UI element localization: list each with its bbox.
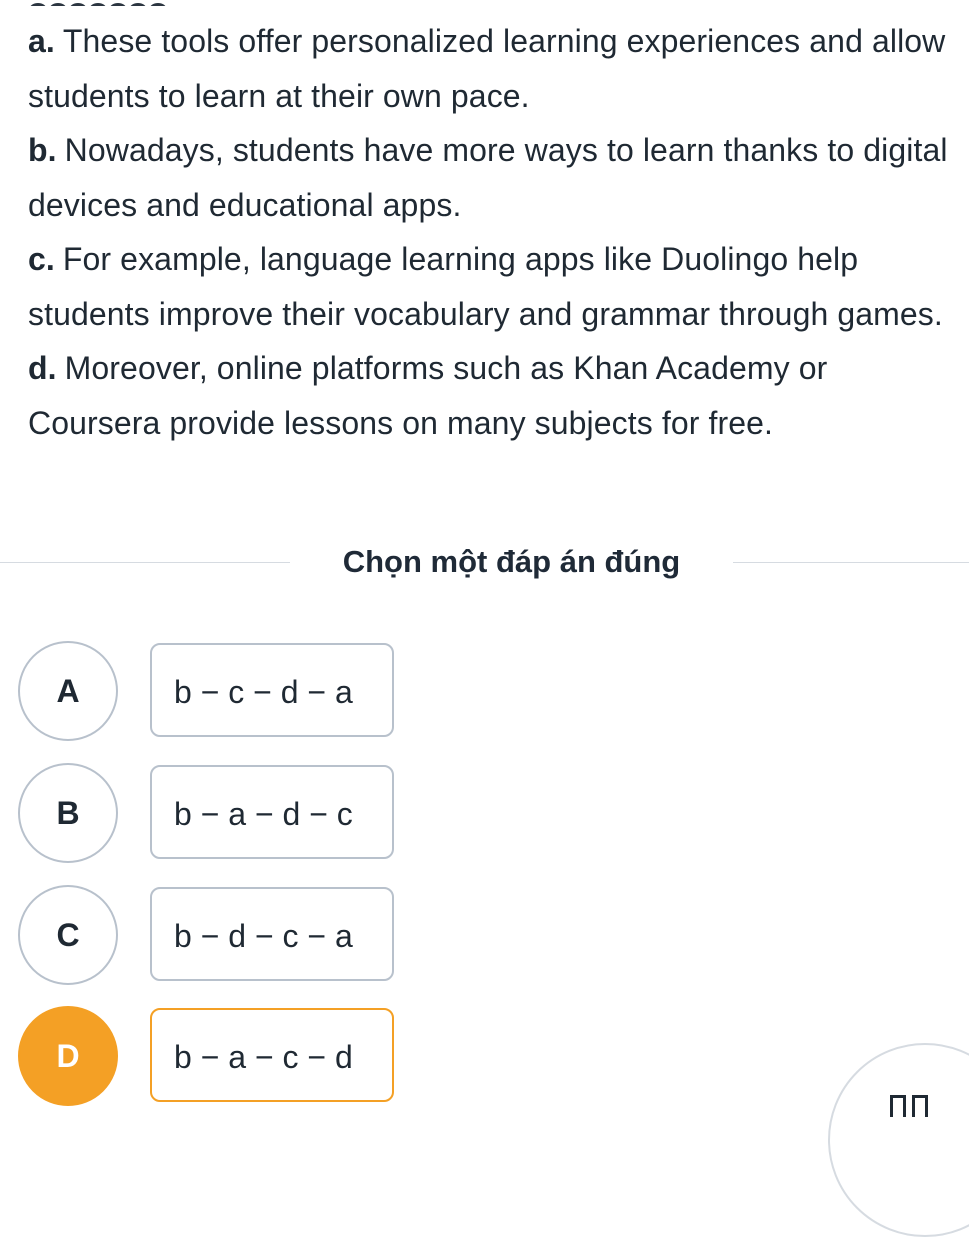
option-d-answer[interactable]: b − a − c − d [150,1008,394,1102]
option-d-letter[interactable]: D [18,1006,118,1106]
passage-item-a [28,14,953,123]
option-c-answer[interactable]: b − d − c − a [150,887,394,981]
passage-item-label: a. [28,23,55,59]
option-b[interactable] [18,763,398,863]
passage-item-text: Moreover, online platforms such as Khan Academy or Coursera provide lessons on many subjects for free. [28,350,828,441]
grid-icon[interactable] [890,1095,934,1117]
option-b-answer[interactable]: b − a − d − c [150,765,394,859]
option-d[interactable] [18,1006,398,1106]
option-c-letter[interactable]: C [18,885,118,985]
passage-item-text: These tools offer personalized learning experiences and allow students to learn at their own pace. [28,23,946,114]
passage-item-label: d. [28,350,57,386]
option-a-letter[interactable]: A [18,641,118,741]
passage-item-text: For example, language learning apps like Duolingo help students improve their vocabulary and grammar through games. [28,241,943,332]
passage-item-c [28,232,953,341]
corner-menu-button[interactable] [828,1043,969,1237]
option-a[interactable] [18,641,398,741]
passage-item-d [28,341,953,450]
divider-line-left [0,562,290,563]
instruction-title: Chọn một đáp án đúng [342,544,681,579]
passage-item-text: Nowadays, students have more ways to learn thanks to digital devices and educational apps. [28,132,948,223]
passage-item-b [28,123,953,232]
option-c[interactable] [18,885,398,985]
passage-item-label: b. [28,132,57,168]
option-b-letter[interactable]: B [18,763,118,863]
option-a-answer[interactable]: b − c − d − a [150,643,394,737]
top-cutoff-text [30,0,190,6]
instruction-divider [0,536,969,588]
passage [28,14,953,450]
passage-item-label: c. [28,241,55,277]
divider-line-right [733,562,969,563]
